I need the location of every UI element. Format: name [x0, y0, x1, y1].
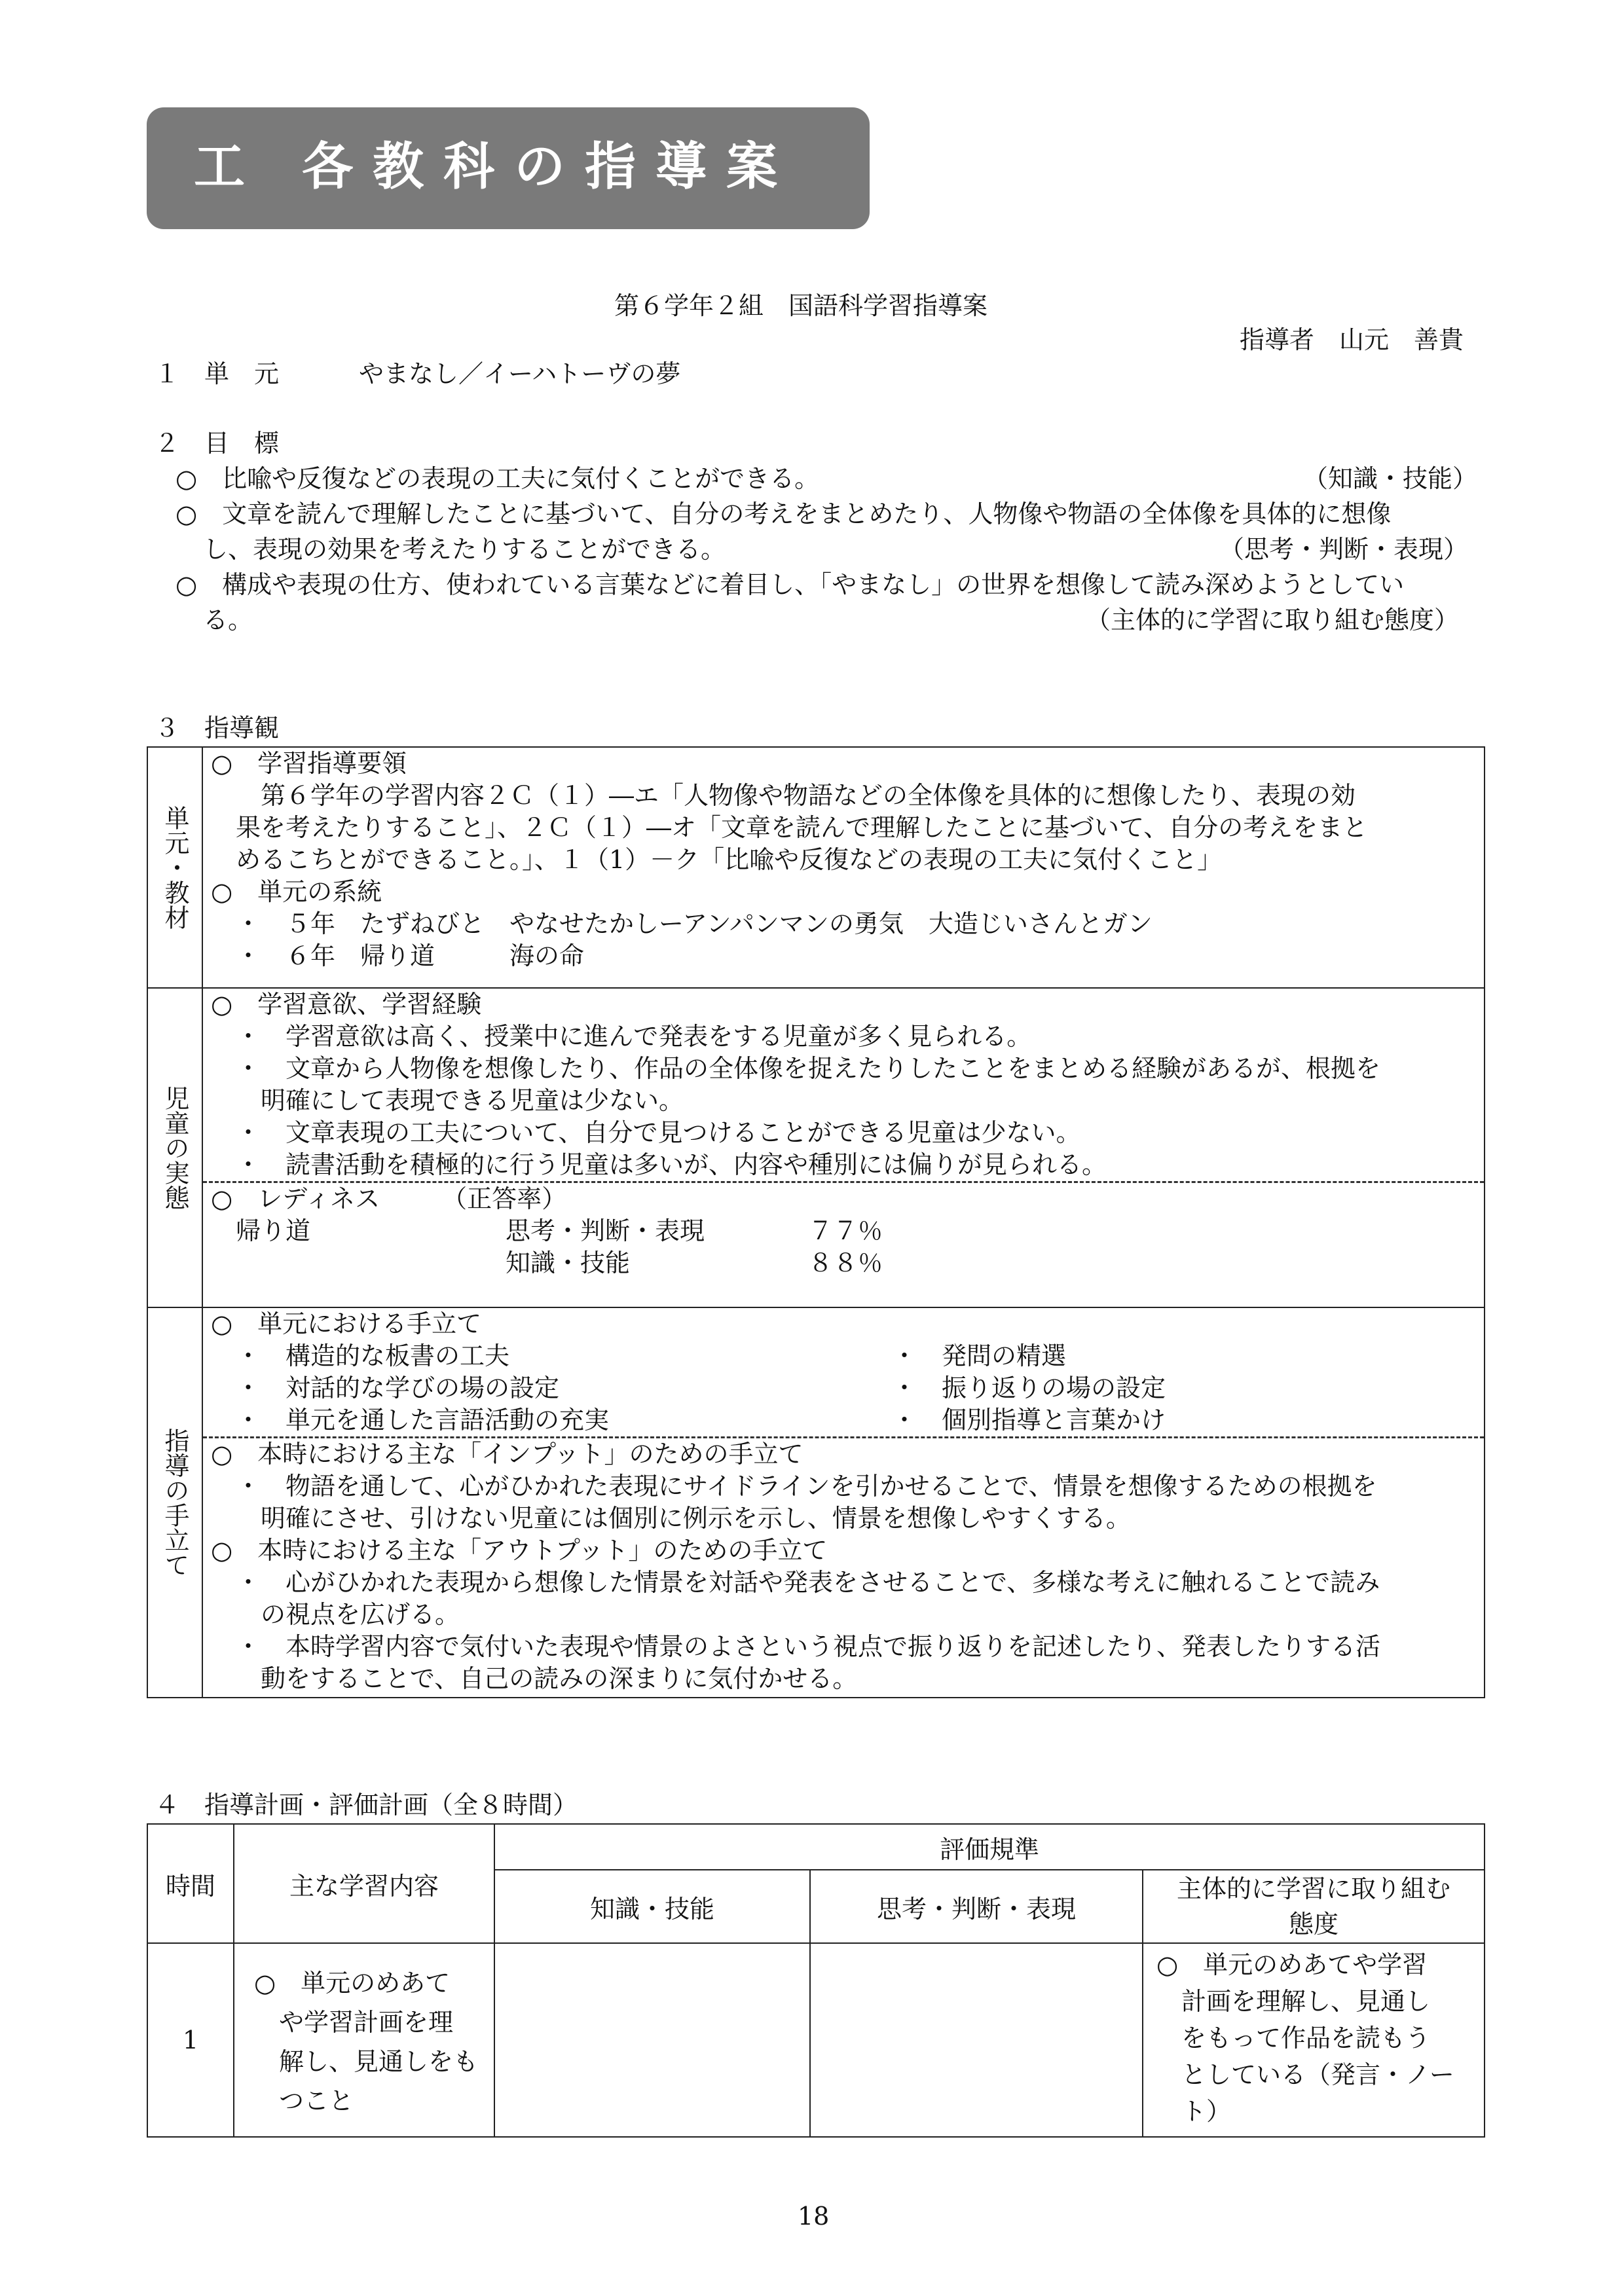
goal-2-line2: し、表現の効果を考えたりすることができる。 [203, 535, 726, 564]
page-number: 18 [798, 2202, 830, 2231]
list-item: ・ 対話的な学びの場の設定 [211, 1374, 560, 1402]
list-item: ・ 単元を通した言語活動の充実 [211, 1406, 610, 1434]
header-criteria: 評価規準 [494, 1824, 1485, 1870]
unit-label: １ 単 元 [155, 359, 280, 388]
header-time: 時間 [147, 1824, 234, 1943]
plan-header-row-1 [147, 1824, 1485, 1870]
text-line: 計画を理解し、見通し [1156, 1987, 1431, 2016]
chapter-banner [147, 107, 870, 229]
section-body-methods [202, 1307, 1485, 1698]
text-line: ・ 学習意欲は高く、授業中に進んで発表をする児童が多く見られる。 [211, 1022, 1032, 1051]
guidance-table [147, 746, 1485, 1698]
methods-list-row [211, 1404, 1477, 1436]
text-line: ・ 心がひかれた表現から想像した情景を対話や発表をさせることで、多様な考えに触れることで読み [211, 1568, 1380, 1597]
text-line: ・ 物語を通して、心がひかれた表現にサイドラインを引かせることで、情景を想像するための根拠を [211, 1472, 1377, 1501]
text-line: 明確にして表現できる児童は少ない。 [211, 1086, 684, 1115]
readiness-row-1 [211, 1215, 1477, 1247]
readiness-row-2 [211, 1247, 1477, 1279]
row-knowledge [494, 1943, 810, 2137]
readiness-value-1: ７７％ [808, 1216, 883, 1245]
plan-row [147, 1943, 1485, 2137]
list-item: ・ 構造的な板書の工夫 [211, 1341, 510, 1370]
chapter-title: 工 各教科の指導案 [194, 137, 798, 196]
goal-3-line1: ○ 構成や表現の仕方、使われている言葉などに着目し、「やまなし」の世界を想像して読み深めようとしてい [175, 570, 1405, 599]
text-line: 動をすることで、自己の読みの深まりに気付かせる。 [211, 1664, 858, 1693]
guidance-heading: ３ 指導観 [155, 714, 280, 742]
goal-3-tag: （主体的に学習に取り組む態度） [1086, 606, 1460, 634]
section-label-methods: 指導の手立て [147, 1307, 202, 1698]
row-time: 1 [147, 1943, 234, 2137]
text-line: ・ ６年 帰り道 海の命 [211, 941, 585, 970]
header-attitude-line2: 態度 [1288, 1910, 1338, 1939]
methods-heading: ○ 単元における手立て [211, 1309, 482, 1338]
guidance-row-children [147, 988, 1485, 1307]
goal-1: ○ 比喩や反復などの表現の工夫に気付くことができる。 [175, 464, 820, 493]
text-line: の視点を広げる。 [211, 1600, 460, 1629]
text-line: をもって作品を読もう [1156, 2024, 1431, 2052]
header-attitude-line1: 主体的に学習に取り組む [1176, 1874, 1450, 1903]
section-body-unit [202, 747, 1485, 988]
text-line: 第６学年の学習内容２Ｃ（１）―エ「人物像や物語などの全体像を具体的に想像したり、表現の効 [211, 781, 1356, 810]
goal-3-line2: る。 [203, 606, 253, 634]
readiness-label-1: 思考・判断・表現 [506, 1216, 705, 1245]
goal-2-line1: ○ 文章を読んで理解したことに基づいて、自分の考えをまとめたり、人物像や物語の全体像を具体的に想像 [175, 500, 1392, 528]
section-label-unit: 単元・教材 [147, 747, 202, 988]
list-item: ・ 発問の精選 [892, 1341, 1067, 1370]
list-item: ・ 振り返りの場の設定 [892, 1374, 1166, 1402]
text-line: ○ 学習指導要領 [211, 749, 407, 778]
readiness-heading: ○ レディネス （正答率） [211, 1184, 567, 1213]
header-thinking: 思考・判断・表現 [810, 1870, 1143, 1943]
text-line: ○ 単元のめあて [254, 1969, 451, 1997]
goal-2-tag: （思考・判断・表現） [1219, 535, 1469, 564]
readiness-title: 帰り道 [211, 1216, 311, 1245]
section-body-children [202, 988, 1485, 1307]
guidance-row-unit [147, 747, 1485, 988]
text-line: ○ 学習意欲、学習経験 [211, 990, 482, 1019]
methods-list-row [211, 1340, 1477, 1372]
header-knowledge: 知識・技能 [494, 1870, 810, 1943]
plan-table [147, 1823, 1485, 2138]
header-content: 主な学習内容 [234, 1824, 494, 1943]
text-line: ・ 文章から人物像を想像したり、作品の全体像を捉えたりしたことをまとめる経験があるが、根拠を [211, 1054, 1381, 1083]
goals-heading: ２ 目 標 [155, 429, 280, 458]
text-line: ○ 本時における主な「インプット」のための手立て [211, 1440, 803, 1468]
readiness-value-2: ８８％ [808, 1248, 883, 1277]
unit-value: やまなし／イーハトーヴの夢 [359, 359, 681, 388]
text-line: ○ 単元の系統 [211, 877, 382, 906]
text-line: めるこちとができること。」、１（1）－ク「比喩や反復などの表現の工夫に気付くこと」 [211, 845, 1223, 874]
text-line: や学習計画を理 [254, 2008, 454, 2037]
list-item: ・ 個別指導と言葉かけ [892, 1406, 1166, 1434]
text-line: ○ 本時における主な「アウトプット」のための手立て [211, 1536, 828, 1565]
text-line: ・ 読書活動を積極的に行う児童は多いが、内容や種別には偏りが見られる。 [211, 1150, 1107, 1179]
readiness-label-2: 知識・技能 [506, 1248, 631, 1277]
text-line: としている（発言・ノー [1156, 2060, 1454, 2089]
text-line: ○ 単元のめあてや学習 [1156, 1950, 1428, 1979]
text-line: 解し、見通しをも [254, 2047, 479, 2076]
instructor-name: 指導者 山元 善貴 [1240, 325, 1464, 354]
plan-heading: ４ 指導計画・評価計画（全８時間） [155, 1791, 578, 1819]
section-label-children: 児童の実態 [147, 988, 202, 1307]
text-line: ・ 本時学習内容で気付いた表現や情景のよさという視点で振り返りを記述したり、発表したりする活 [211, 1632, 1381, 1661]
text-line: 明確にさせ、引けない児童には個別に例示を示し、情景を想像しやすくする。 [211, 1504, 1131, 1533]
text-line: 果を考えたりすること」、２Ｃ（１）―オ「文章を読んで理解したことに基づいて、自分の考えをまと [211, 813, 1368, 842]
document-title: 第６学年２組 国語科学習指導案 [614, 291, 988, 320]
text-line: ・ ５年 たずねびと やなせたかしーアンパンマンの勇気 大造じいさんとガン [211, 909, 1153, 938]
goal-1-tag: （知識・技能） [1303, 464, 1478, 493]
text-line: つこと [254, 2086, 354, 2115]
methods-list-row [211, 1372, 1477, 1404]
row-content [234, 1943, 494, 2137]
row-thinking [810, 1943, 1143, 2137]
text-line: ・ 文章表現の工夫について、自分で見つけることができる児童は少ない。 [211, 1118, 1081, 1147]
text-line: ト） [1156, 2097, 1232, 2126]
guidance-row-methods [147, 1307, 1485, 1698]
row-attitude [1143, 1943, 1485, 2137]
header-attitude [1143, 1870, 1485, 1943]
